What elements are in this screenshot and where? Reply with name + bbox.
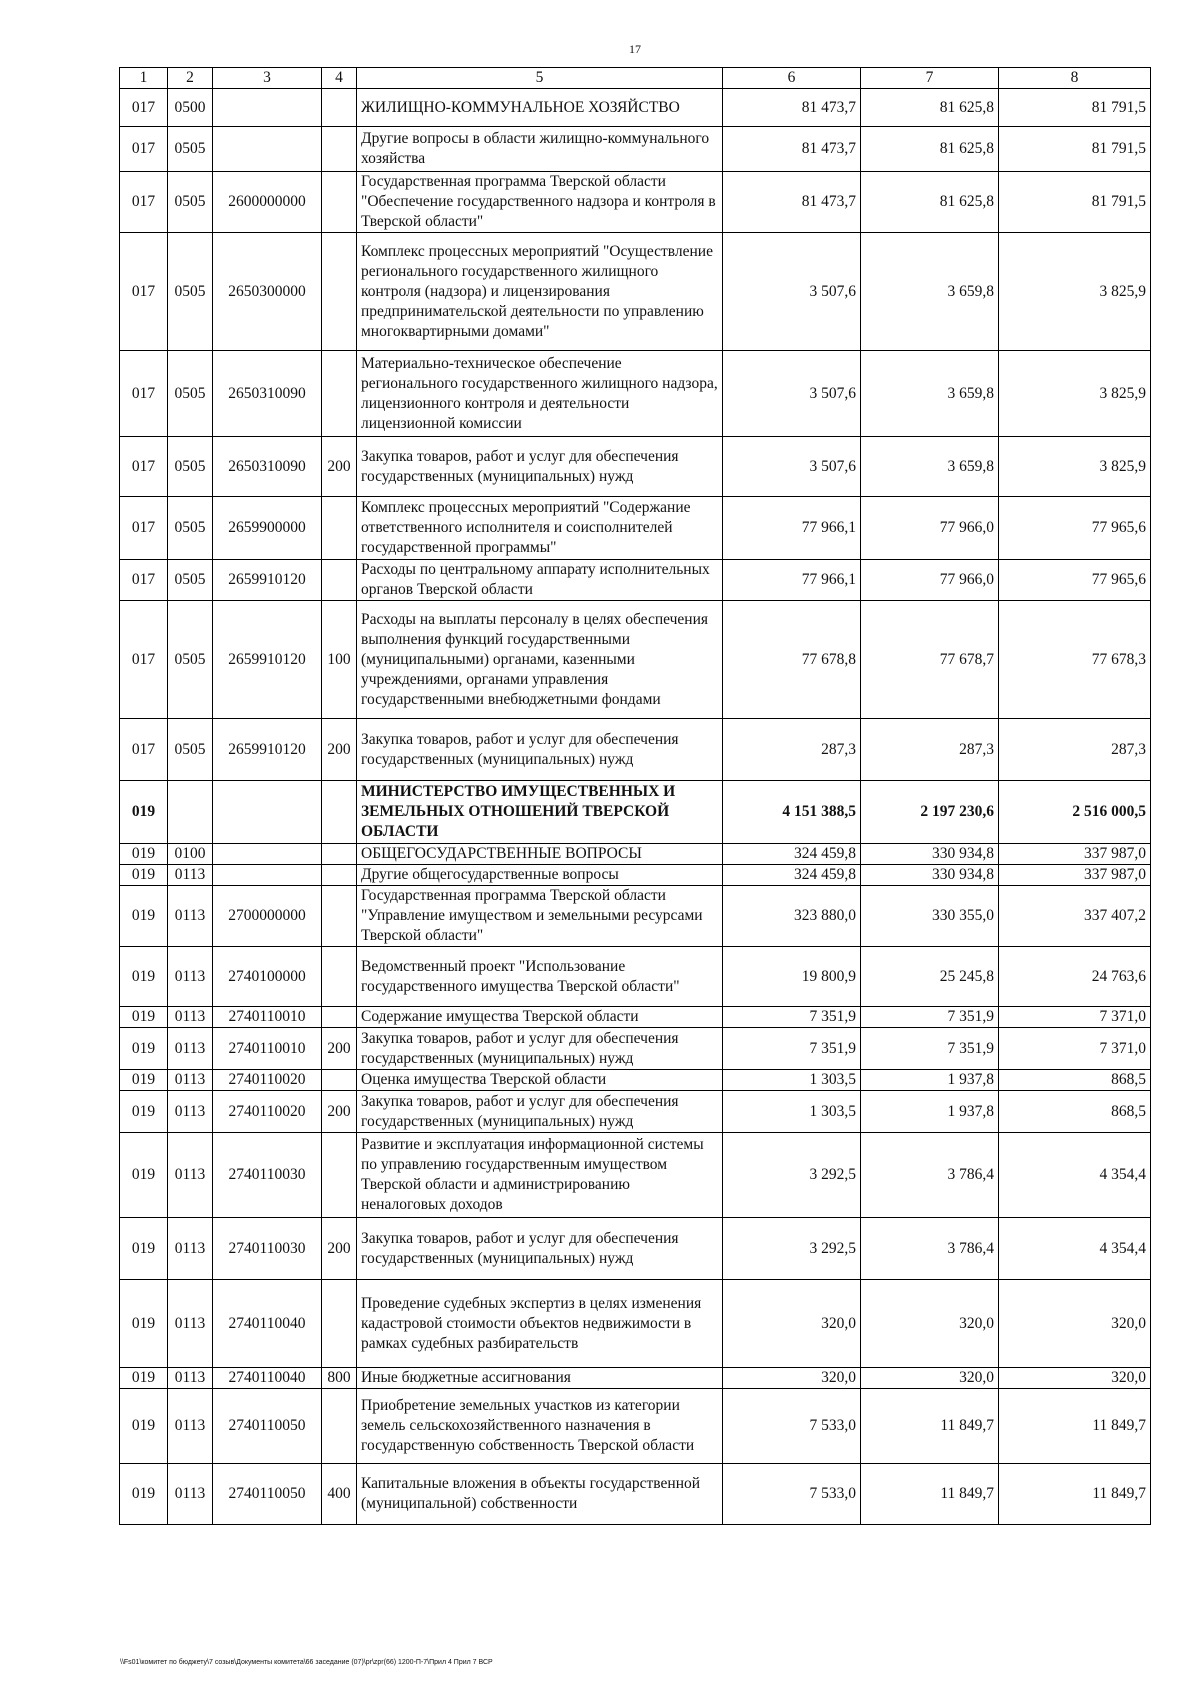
cell-value-8: 11 849,7 [999,1464,1151,1525]
cell-value-7: 3 659,8 [861,437,999,497]
cell-value-7: 81 625,8 [861,172,999,233]
cell-name: Закупка товаров, работ и услуг для обеспечения государственных (муниципальных) нужд [357,1028,723,1070]
table-row [120,1007,1151,1028]
cell-name: МИНИСТЕРСТВО ИМУЩЕСТВЕННЫХ И ЗЕМЕЛЬНЫХ ОТНОШЕНИЙ ТВЕРСКОЙ ОБЛАСТИ [357,781,723,844]
cell-value-6: 7 533,0 [723,1389,861,1464]
cell-target-code [213,127,322,172]
cell-expense-type [322,947,357,1007]
table-row [120,947,1151,1007]
cell-expense-type [322,781,357,844]
cell-value-6: 81 473,7 [723,172,861,233]
cell-target-code: 2659910120 [213,601,322,719]
cell-expense-type [322,1389,357,1464]
cell-section-code: 0505 [168,719,213,781]
cell-value-6: 1 303,5 [723,1070,861,1091]
cell-value-6: 3 507,6 [723,437,861,497]
cell-expense-type [322,497,357,560]
cell-section-code: 0113 [168,947,213,1007]
cell-admin-code: 017 [120,351,168,437]
cell-value-8: 337 407,2 [999,886,1151,947]
table-row [120,781,1151,844]
cell-value-8: 4 354,4 [999,1218,1151,1280]
cell-target-code: 2740110020 [213,1091,322,1133]
table-row [120,1218,1151,1280]
cell-value-6: 323 880,0 [723,886,861,947]
cell-name: Закупка товаров, работ и услуг для обеспечения государственных (муниципальных) нужд [357,1218,723,1280]
header-col-7: 7 [861,68,999,89]
cell-value-7: 77 966,0 [861,497,999,560]
table-body [120,89,1151,1525]
cell-value-8: 7 371,0 [999,1028,1151,1070]
table-row [120,1070,1151,1091]
cell-value-6: 324 459,8 [723,865,861,886]
table-row [120,601,1151,719]
cell-section-code: 0113 [168,1007,213,1028]
cell-value-8: 81 791,5 [999,127,1151,172]
cell-section-code: 0113 [168,886,213,947]
cell-section-code: 0113 [168,1218,213,1280]
cell-admin-code: 019 [120,865,168,886]
cell-value-7: 320,0 [861,1280,999,1368]
cell-name: Иные бюджетные ассигнования [357,1368,723,1389]
header-col-4: 4 [322,68,357,89]
cell-value-8: 81 791,5 [999,89,1151,127]
cell-expense-type: 200 [322,1218,357,1280]
cell-name: ЖИЛИЩНО-КОММУНАЛЬНОЕ ХОЗЯЙСТВО [357,89,723,127]
cell-value-8: 337 987,0 [999,865,1151,886]
cell-admin-code: 019 [120,844,168,865]
cell-value-7: 7 351,9 [861,1028,999,1070]
cell-name: Комплекс процессных мероприятий "Осуществление регионального государственного жилищного контроля (надзора) и лицензирования предпринимательской деятельности по управлению многоквартирными домами" [357,233,723,351]
header-col-1: 1 [120,68,168,89]
cell-value-7: 330 934,8 [861,844,999,865]
table-row [120,1464,1151,1525]
cell-value-6: 77 966,1 [723,560,861,601]
cell-target-code: 2659910120 [213,719,322,781]
table-row [120,127,1151,172]
cell-name: Развитие и эксплуатация информационной системы по управлению государственным имуществом Тверской области и администрированию неналоговых доходов [357,1133,723,1218]
cell-admin-code: 019 [120,1070,168,1091]
cell-target-code: 2740110010 [213,1028,322,1070]
cell-admin-code: 019 [120,886,168,947]
page-number: 17 [629,42,641,56]
table-row [120,1133,1151,1218]
table-row [120,1028,1151,1070]
cell-target-code: 2659900000 [213,497,322,560]
footer-file-path: \\Fs01\комитет по бюджету\7 созыв\Документы комитета\66 заседание (07)\pr\zpr(66) 1200-П-7\Прил 4 Прил 7 ВСР [120,1659,493,1666]
cell-value-6: 77 966,1 [723,497,861,560]
cell-section-code: 0505 [168,601,213,719]
table-row [120,1091,1151,1133]
cell-expense-type [322,560,357,601]
cell-value-8: 81 791,5 [999,172,1151,233]
cell-value-6: 7 533,0 [723,1464,861,1525]
header-col-6: 6 [723,68,861,89]
cell-value-6: 3 292,5 [723,1218,861,1280]
cell-value-6: 320,0 [723,1280,861,1368]
cell-section-code: 0113 [168,1091,213,1133]
cell-target-code: 2740110050 [213,1389,322,1464]
cell-section-code: 0113 [168,865,213,886]
cell-value-7: 1 937,8 [861,1091,999,1133]
cell-expense-type [322,1133,357,1218]
cell-expense-type [322,89,357,127]
cell-section-code: 0505 [168,560,213,601]
cell-target-code [213,89,322,127]
cell-value-6: 81 473,7 [723,127,861,172]
cell-admin-code: 019 [120,1091,168,1133]
cell-value-6: 324 459,8 [723,844,861,865]
cell-admin-code: 019 [120,781,168,844]
table-row [120,89,1151,127]
cell-target-code [213,865,322,886]
cell-value-7: 77 966,0 [861,560,999,601]
cell-value-7: 1 937,8 [861,1070,999,1091]
cell-expense-type [322,1280,357,1368]
cell-target-code: 2740110040 [213,1368,322,1389]
cell-value-7: 2 197 230,6 [861,781,999,844]
cell-name: Государственная программа Тверской области "Обеспечение государственного надзора и контроля в Тверской области" [357,172,723,233]
cell-name: Оценка имущества Тверской области [357,1070,723,1091]
cell-value-6: 4 151 388,5 [723,781,861,844]
cell-value-6: 81 473,7 [723,89,861,127]
cell-value-6: 3 507,6 [723,351,861,437]
cell-section-code: 0113 [168,1280,213,1368]
cell-section-code: 0505 [168,497,213,560]
cell-expense-type [322,1007,357,1028]
cell-expense-type: 200 [322,437,357,497]
cell-expense-type [322,844,357,865]
cell-section-code: 0505 [168,437,213,497]
cell-expense-type: 200 [322,1028,357,1070]
cell-value-8: 77 678,3 [999,601,1151,719]
cell-expense-type [322,1070,357,1091]
table-header-row [120,68,1151,89]
cell-value-8: 337 987,0 [999,844,1151,865]
table-row [120,1280,1151,1368]
table-row [120,1368,1151,1389]
header-col-3: 3 [213,68,322,89]
cell-name: Расходы по центральному аппарату исполнительных органов Тверской области [357,560,723,601]
cell-target-code: 2740100000 [213,947,322,1007]
cell-section-code: 0505 [168,351,213,437]
cell-name: Другие общегосударственные вопросы [357,865,723,886]
cell-value-6: 19 800,9 [723,947,861,1007]
header-col-2: 2 [168,68,213,89]
cell-admin-code: 019 [120,1464,168,1525]
cell-name: Другие вопросы в области жилищно-коммунального хозяйства [357,127,723,172]
cell-value-7: 330 355,0 [861,886,999,947]
table-row [120,844,1151,865]
cell-name: ОБЩЕГОСУДАРСТВЕННЫЕ ВОПРОСЫ [357,844,723,865]
cell-value-7: 287,3 [861,719,999,781]
cell-admin-code: 017 [120,89,168,127]
cell-section-code: 0113 [168,1368,213,1389]
cell-expense-type [322,233,357,351]
cell-value-7: 81 625,8 [861,89,999,127]
cell-admin-code: 017 [120,127,168,172]
cell-target-code [213,781,322,844]
cell-value-7: 3 659,8 [861,351,999,437]
cell-target-code: 2740110030 [213,1133,322,1218]
cell-name: Ведомственный проект "Использование государственного имущества Тверской области" [357,947,723,1007]
cell-expense-type [322,351,357,437]
cell-section-code: 0505 [168,172,213,233]
table-row [120,886,1151,947]
cell-admin-code: 017 [120,497,168,560]
cell-target-code: 2700000000 [213,886,322,947]
cell-value-8: 4 354,4 [999,1133,1151,1218]
cell-target-code: 2740110050 [213,1464,322,1525]
header-col-5: 5 [357,68,723,89]
cell-name: Закупка товаров, работ и услуг для обеспечения государственных (муниципальных) нужд [357,1091,723,1133]
cell-name: Расходы на выплаты персоналу в целях обеспечения выполнения функций государственными (муниципальными) органами, казенными учреждениями, органами управления государственными внебюджетными фондами [357,601,723,719]
cell-expense-type: 200 [322,719,357,781]
cell-value-8: 3 825,9 [999,233,1151,351]
cell-admin-code: 019 [120,1133,168,1218]
cell-name: Проведение судебных экспертиз в целях изменения кадастровой стоимости объектов недвижимости в рамках судебных разбирательств [357,1280,723,1368]
cell-value-8: 3 825,9 [999,351,1151,437]
budget-table [119,67,1151,1525]
cell-section-code: 0505 [168,127,213,172]
cell-value-8: 77 965,6 [999,497,1151,560]
cell-value-6: 3 507,6 [723,233,861,351]
cell-expense-type: 200 [322,1091,357,1133]
cell-value-8: 287,3 [999,719,1151,781]
cell-expense-type: 400 [322,1464,357,1525]
cell-admin-code: 019 [120,1389,168,1464]
cell-value-8: 11 849,7 [999,1389,1151,1464]
cell-target-code: 2740110040 [213,1280,322,1368]
cell-value-6: 287,3 [723,719,861,781]
cell-admin-code: 019 [120,1028,168,1070]
cell-section-code: 0113 [168,1028,213,1070]
cell-value-7: 7 351,9 [861,1007,999,1028]
cell-value-8: 3 825,9 [999,437,1151,497]
table-row [120,351,1151,437]
cell-value-6: 3 292,5 [723,1133,861,1218]
cell-admin-code: 017 [120,437,168,497]
cell-value-8: 868,5 [999,1091,1151,1133]
table-row [120,865,1151,886]
cell-value-7: 25 245,8 [861,947,999,1007]
cell-name: Материально-техническое обеспечение регионального государственного жилищного надзора, лицензионного контроля и деятельности лицензионной комиссии [357,351,723,437]
header-col-8: 8 [999,68,1151,89]
cell-name: Содержание имущества Тверской области [357,1007,723,1028]
cell-target-code [213,844,322,865]
cell-value-8: 320,0 [999,1368,1151,1389]
cell-value-7: 77 678,7 [861,601,999,719]
cell-section-code: 0113 [168,1133,213,1218]
cell-value-7: 3 786,4 [861,1218,999,1280]
cell-admin-code: 017 [120,560,168,601]
table-row [120,172,1151,233]
cell-value-7: 3 786,4 [861,1133,999,1218]
cell-value-7: 330 934,8 [861,865,999,886]
cell-name: Государственная программа Тверской области "Управление имуществом и земельными ресурсами Тверской области" [357,886,723,947]
cell-value-7: 11 849,7 [861,1389,999,1464]
cell-admin-code: 017 [120,719,168,781]
cell-value-6: 320,0 [723,1368,861,1389]
cell-name: Капитальные вложения в объекты государственной (муниципальной) собственности [357,1464,723,1525]
cell-section-code: 0113 [168,1070,213,1091]
cell-name: Закупка товаров, работ и услуг для обеспечения государственных (муниципальных) нужд [357,719,723,781]
cell-section-code [168,781,213,844]
cell-expense-type [322,865,357,886]
cell-admin-code: 017 [120,172,168,233]
cell-target-code: 2740110030 [213,1218,322,1280]
table-row [120,1389,1151,1464]
cell-target-code: 2740110020 [213,1070,322,1091]
cell-admin-code: 019 [120,1007,168,1028]
cell-section-code: 0500 [168,89,213,127]
cell-value-8: 24 763,6 [999,947,1151,1007]
cell-admin-code: 017 [120,601,168,719]
cell-section-code: 0113 [168,1389,213,1464]
cell-name: Комплекс процессных мероприятий "Содержание ответственного исполнителя и соисполнителей государственной программы" [357,497,723,560]
cell-expense-type [322,127,357,172]
cell-expense-type [322,172,357,233]
table-row [120,719,1151,781]
cell-admin-code: 019 [120,1218,168,1280]
cell-value-7: 3 659,8 [861,233,999,351]
table-row [120,233,1151,351]
cell-admin-code: 019 [120,1368,168,1389]
cell-value-8: 2 516 000,5 [999,781,1151,844]
cell-section-code: 0505 [168,233,213,351]
cell-value-7: 320,0 [861,1368,999,1389]
cell-name: Закупка товаров, работ и услуг для обеспечения государственных (муниципальных) нужд [357,437,723,497]
cell-section-code: 0100 [168,844,213,865]
cell-admin-code: 017 [120,233,168,351]
cell-target-code: 2650300000 [213,233,322,351]
cell-value-8: 320,0 [999,1280,1151,1368]
cell-value-7: 11 849,7 [861,1464,999,1525]
table-row [120,560,1151,601]
cell-value-7: 81 625,8 [861,127,999,172]
cell-value-6: 7 351,9 [723,1028,861,1070]
cell-target-code: 2650310090 [213,351,322,437]
cell-target-code: 2600000000 [213,172,322,233]
cell-target-code: 2659910120 [213,560,322,601]
cell-value-8: 7 371,0 [999,1007,1151,1028]
cell-expense-type: 100 [322,601,357,719]
cell-target-code: 2650310090 [213,437,322,497]
cell-expense-type: 800 [322,1368,357,1389]
cell-value-6: 77 678,8 [723,601,861,719]
cell-value-8: 868,5 [999,1070,1151,1091]
cell-value-6: 1 303,5 [723,1091,861,1133]
cell-value-6: 7 351,9 [723,1007,861,1028]
cell-expense-type [322,886,357,947]
table-row [120,497,1151,560]
table-row [120,437,1151,497]
cell-target-code: 2740110010 [213,1007,322,1028]
cell-admin-code: 019 [120,947,168,1007]
cell-value-8: 77 965,6 [999,560,1151,601]
cell-section-code: 0113 [168,1464,213,1525]
cell-name: Приобретение земельных участков из категории земель сельскохозяйственного назначения в государственную собственность Тверской области [357,1389,723,1464]
cell-admin-code: 019 [120,1280,168,1368]
